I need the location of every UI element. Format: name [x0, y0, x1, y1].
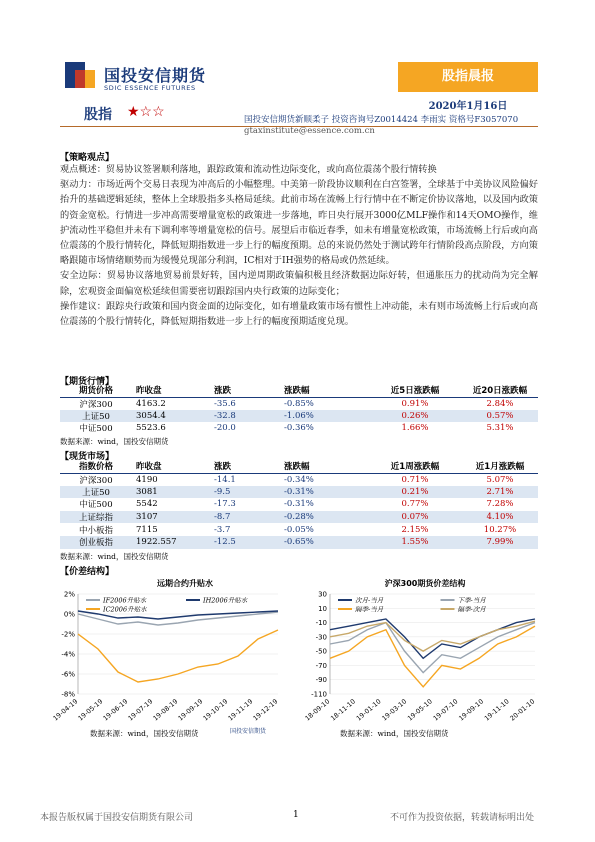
table-cell: 0.26% [368, 410, 458, 423]
analyst-info: 国投安信期货新顺柔子 投资咨询号Z0014424 李雨实 资格号F3057070 [244, 115, 519, 125]
spread-chart [300, 590, 545, 740]
x-tick-label: 19-04-19 [51, 697, 80, 723]
table-cell: 4.10% [458, 511, 538, 524]
table-cell: -0.31% [280, 486, 368, 499]
table-header-row [60, 384, 538, 397]
table-cell: -0.36% [284, 423, 314, 434]
column-header: 涨跌 [214, 462, 232, 473]
table-cell: -0.28% [280, 511, 368, 524]
table-cell: 2.84% [486, 398, 514, 409]
y-tick-label: 0% [63, 610, 75, 619]
chart-source: 数据来源：wind，国投安信期货 [340, 729, 449, 738]
table-cell: 7.99% [458, 536, 538, 549]
x-tick-label: 19-09-19 [176, 697, 205, 723]
table-cell: 中证500 [79, 500, 113, 511]
legend-label: 下季-当月 [457, 596, 486, 605]
table-cell: 创业板指 [60, 536, 132, 549]
spot-table [60, 460, 538, 549]
y-tick-label: -30 [315, 633, 327, 642]
table-cell: 7.28% [486, 499, 514, 510]
subject-title: 股指 [84, 107, 112, 123]
series-line [330, 619, 535, 658]
table-row [60, 498, 538, 511]
table-cell: -3.7 [214, 524, 231, 535]
x-tick-label: 19-09-10 [457, 697, 486, 723]
column-header: 昨收盘 [136, 462, 162, 473]
watermark-logo: 国投安信期货 [230, 728, 267, 735]
table-cell: 3054.4 [132, 410, 210, 423]
column-header: 涨跌幅 [284, 462, 310, 473]
table-cell: 1.66% [401, 423, 429, 434]
futures-heading: 【期货行情】 [60, 377, 115, 387]
column-header: 涨跌幅 [284, 386, 310, 397]
company-name-en: SDIC ESSENCE FUTURES [104, 84, 196, 92]
table-row [60, 486, 538, 499]
legend-label: 隔季-当月 [355, 605, 384, 614]
y-tick-label: 10 [318, 604, 327, 613]
x-tick-label: 19-05-19 [76, 697, 105, 723]
footer-disclaimer: 不可作为投资依据，转载请标明出处 [390, 813, 535, 823]
table-cell: -9.5 [210, 486, 280, 499]
table-cell: 7115 [136, 524, 158, 535]
table-header-row [60, 460, 538, 473]
column-header: 指数价格 [78, 462, 113, 473]
table-row [60, 397, 538, 410]
x-tick-label: 19-03-10 [380, 697, 409, 723]
table-row [60, 523, 538, 536]
y-tick-label: -90 [315, 676, 327, 685]
table-cell: -20.0 [214, 423, 236, 434]
x-tick-label: 18-09-10 [303, 697, 332, 723]
table-cell: 0.07% [368, 511, 458, 524]
table-cell: -17.3 [214, 499, 236, 510]
table-cell: 沪深300 [79, 475, 113, 486]
report-date: 2020年1月16日 [428, 101, 508, 112]
y-tick-label: -70 [315, 661, 327, 670]
table-cell: 0.71% [401, 474, 429, 485]
table-cell: -0.05% [284, 524, 314, 535]
table-cell: 上证50 [60, 410, 132, 423]
table-cell: 3107 [132, 511, 210, 524]
strategy-paragraph: 安全边际：贸易协议落地贸易前景好转，国内逆周期政策偏积极且经济数据边际好转，但通胀压力的扰动尚为完全解除，宏观资金面偏宽松延续但需要密切跟踪国内央行政策的边际变化； [60, 270, 538, 297]
footer-copyright: 本报告版权属于国投安信期货有限公司 [40, 813, 194, 823]
page-number: 1 [293, 810, 299, 820]
y-tick-label: 30 [318, 590, 327, 599]
table-cell: -0.34% [284, 474, 314, 485]
strategy-paragraph: 观点概述：贸易协议签署顺利落地，跟踪政策和流动性边际变化，或向高位震荡个股行情转换 [60, 164, 437, 175]
basis-chart [50, 590, 290, 740]
legend-label: IF2006升贴水 [103, 596, 147, 605]
table-cell: 中证500 [79, 424, 113, 435]
legend-label: 次月-当月 [355, 596, 384, 605]
series-line [330, 626, 535, 687]
column-header: 近5日涨跌幅 [390, 386, 440, 397]
legend-label: IC2006升贴水 [103, 605, 147, 614]
column-header: 昨收盘 [136, 386, 162, 397]
x-tick-label: 19-10-19 [201, 697, 230, 723]
column-header: 近1周涨跌幅 [390, 462, 440, 473]
x-tick-label: 19-12-19 [251, 697, 280, 723]
y-tick-label: -4% [61, 650, 75, 659]
table-cell: 中小板指 [78, 525, 113, 536]
column-header: 近1月涨跌幅 [475, 462, 525, 473]
y-tick-label: -10 [315, 619, 327, 628]
table-cell: 3081 [132, 486, 210, 499]
x-tick-label: 19-11-10 [482, 697, 511, 723]
table-row [60, 410, 538, 423]
y-tick-label: -2% [61, 630, 75, 639]
strategy-body [60, 162, 538, 329]
series-line [330, 621, 535, 651]
table-cell: 5.07% [486, 474, 514, 485]
legend-label: 隔季-次月 [457, 605, 486, 614]
company-logo-icon [65, 62, 95, 88]
price-structure-heading: 【价差结构】 [60, 567, 115, 577]
chart-source: 数据来源：wind，国投安信期货 [90, 729, 199, 738]
table-cell: 0.21% [368, 486, 458, 499]
company-name-cn: 国投安信期货 [104, 66, 207, 85]
table-cell: 4190 [136, 474, 158, 485]
chart-title: 远期合约升贴水 [157, 579, 213, 588]
table-cell: -0.85% [284, 398, 314, 409]
table-cell: 5542 [136, 499, 158, 510]
legend-label: IH2006升贴水 [203, 596, 248, 605]
chart-title: 沪深300期货价差结构 [384, 579, 466, 588]
table-cell: 上证50 [60, 486, 132, 499]
table-cell: -1.06% [280, 410, 368, 423]
table-cell: 10.27% [483, 524, 517, 535]
table-cell: -0.65% [280, 536, 368, 549]
table-row [60, 536, 538, 549]
table-cell: -35.6 [214, 398, 236, 409]
series-line [330, 623, 535, 673]
table-cell: 5523.6 [136, 423, 166, 434]
y-tick-label: -50 [315, 647, 327, 656]
table-cell: 4163.2 [136, 398, 166, 409]
y-tick-label: -110 [311, 690, 327, 699]
x-tick-label: 19-07-19 [126, 697, 155, 723]
table-cell: 5.31% [486, 423, 514, 434]
x-tick-label: 19-06-19 [101, 697, 130, 723]
table-cell: -12.5 [210, 536, 280, 549]
table-cell: 2.71% [458, 486, 538, 499]
table-cell: -8.7 [210, 511, 280, 524]
x-tick-label: 20-01-10 [508, 697, 537, 723]
column-header: 期货价格 [78, 386, 113, 397]
x-tick-label: 19-05-10 [406, 697, 434, 723]
x-tick-label: 19-08-19 [151, 697, 180, 723]
table-cell: 2.15% [401, 524, 429, 535]
table-row [60, 511, 538, 524]
report-type-banner: 股指晨报 [398, 62, 538, 92]
x-tick-label: 19-07-10 [431, 697, 460, 723]
spot-heading: 【现货市场】 [60, 452, 115, 462]
table-cell: -0.31% [284, 499, 314, 510]
column-header: 涨跌 [214, 386, 232, 397]
futures-source: 数据来源：wind，国投安信期货 [60, 437, 169, 446]
rating-stars: ★☆☆ [127, 104, 165, 120]
table-cell: 1922.557 [132, 536, 210, 549]
futures-table [60, 384, 538, 435]
x-tick-label: 18-11-10 [329, 697, 357, 723]
table-cell: -32.8 [210, 410, 280, 423]
table-cell: 0.57% [458, 410, 538, 423]
table-cell: 上证综指 [60, 511, 132, 524]
y-tick-label: 2% [63, 590, 75, 599]
table-row [60, 422, 538, 435]
strategy-paragraph: 驱动力：市场近两个交易日表现为冲高后的小幅整理。中美第一阶段协议顺利在白宫签署，全球基于中美协议风险偏好抬升的基础逻辑延续，整体上全球股指多头格局延续。此前市场在流畅上行行情中在不断定价协议落地，以及国内政策的资金宽松。行情进一步冲高需要增量宽松的政策进一步落地，昨日央行展开3000亿MLF操作和14天OMO操作，维护流动性平稳但并未有下调利率等增量宽松的信号。展望后市临近春季，如未有增量宽松政策，市场流畅上行后或向高位震荡的个股行情转化，降低短期指数进一步上行的幅度预期。总的来说仍然处于测试跨年行情阶段高点阶段，方向策略跟随市场情绪顺势而为缓慢兑现部分利润，IC相对于IH强势的格局或仍然延续。 [60, 179, 538, 267]
strategy-heading: 【策略观点】 [60, 153, 115, 163]
table-cell: 沪深300 [79, 399, 113, 410]
x-tick-label: 19-01-10 [354, 697, 383, 723]
spot-source: 数据来源：wind，国投安信期货 [60, 552, 169, 561]
table-cell: 1.55% [368, 536, 458, 549]
contact-email: gtaxinstitute@essence.com.cn [244, 126, 375, 136]
x-tick-label: 19-11-19 [226, 697, 255, 723]
table-cell: 0.91% [401, 398, 429, 409]
table-row [60, 473, 538, 486]
y-tick-label: -6% [61, 670, 75, 679]
y-tick-label: -8% [61, 690, 75, 699]
table-cell: -14.1 [214, 474, 236, 485]
column-header: 近20日涨跌幅 [472, 386, 528, 397]
strategy-paragraph: 操作建议：跟踪央行政策和国内资金面的边际变化，如有增量政策市场有惯性上冲动能，未有则市场流畅上行后或向高位震荡的个股行情转化，降低短期指数进一步上行的幅度预期适度兑现。 [60, 300, 538, 328]
table-cell: 0.77% [401, 499, 429, 510]
